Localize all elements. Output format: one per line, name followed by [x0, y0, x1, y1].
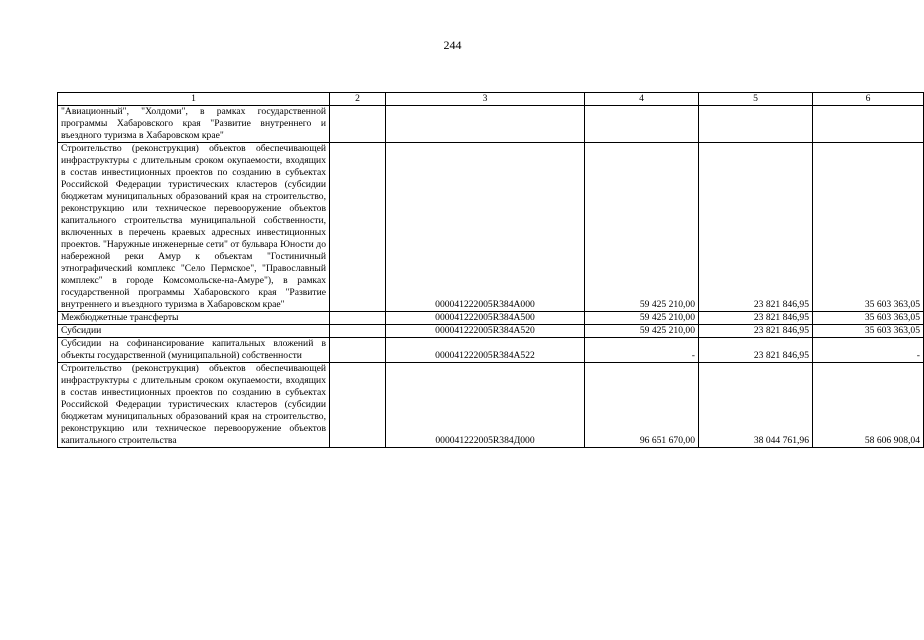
row-name: Межбюджетные трансферты	[58, 312, 330, 325]
column-header-3: 3	[386, 93, 585, 106]
row-value-5	[699, 106, 813, 143]
page-number: 244	[443, 38, 462, 52]
column-header-6: 6	[813, 93, 924, 106]
row-col2	[330, 325, 386, 338]
column-header-2: 2	[330, 93, 386, 106]
row-value-4	[585, 106, 699, 143]
row-value-6: 35 603 363,05	[813, 143, 924, 312]
row-code	[386, 106, 585, 143]
budget-table	[57, 92, 924, 448]
row-name: Субсидии на софинансирование капитальных вложений в объекты государственной (муниципальной) собственности	[58, 338, 330, 363]
row-value-5: 38 044 761,96	[699, 363, 813, 448]
row-code: 000041222005R384A000	[386, 143, 585, 312]
row-code: 000041222005R384A520	[386, 325, 585, 338]
table-row	[58, 143, 924, 312]
row-code: 000041222005R384A522	[386, 338, 585, 363]
column-header-4: 4	[585, 93, 699, 106]
column-header-1: 1	[58, 93, 330, 106]
row-name: "Авиационный", "Холдоми", в рамках государственной программы Хабаровского края "Развитие внутреннего и въездного туризма в Хабаровском крае"	[58, 106, 330, 143]
row-value-4: 59 425 210,00	[585, 325, 699, 338]
row-value-6: 58 606 908,04	[813, 363, 924, 448]
row-value-5: 23 821 846,95	[699, 143, 813, 312]
row-value-5: 23 821 846,95	[699, 338, 813, 363]
row-name: Строительство (реконструкция) объектов обеспечивающей инфраструктуры с длительным сроком окупаемости, входящих в состав инвестиционных проектов по созданию в субъектах Российской Федерации туристических кластеров (субсидии бюджетам муниципальных образований края на строительство, реконструкцию или техническое перевооружение объектов капитального строительства муниципальной собственности, включенных в перечень краевых адресных инвестиционных проектов. "Наружные инженерные сети" от бульвара Юности до набережной реки Амур к объектам "Гостиничный этнографический комплекс "Село Пермское", "Православный комплекс" в городе Комсомольске-на-Амуре"), в рамках государственной программы Хабаровского края "Развитие внутреннего и въездного туризма в Хабаровском крае"	[58, 143, 330, 312]
row-name: Субсидии	[58, 325, 330, 338]
row-name: Строительство (реконструкция) объектов обеспечивающей инфраструктуры с длительным сроком окупаемости, входящих в состав инвестиционных проектов по созданию в субъектах Российской Федерации туристических кластеров (субсидии бюджетам муниципальных образований края на строительство, реконструкцию или техническое перевооружение объектов капитального строительства	[58, 363, 330, 448]
row-col2	[330, 312, 386, 325]
row-col2	[330, 338, 386, 363]
table-row	[58, 325, 924, 338]
row-value-5: 23 821 846,95	[699, 312, 813, 325]
row-col2	[330, 106, 386, 143]
table-row	[58, 338, 924, 363]
row-value-6: 35 603 363,05	[813, 325, 924, 338]
row-value-5: 23 821 846,95	[699, 325, 813, 338]
row-value-6: 35 603 363,05	[813, 312, 924, 325]
row-value-6: -	[813, 338, 924, 363]
row-code: 000041222005R384Д000	[386, 363, 585, 448]
row-value-4: 59 425 210,00	[585, 143, 699, 312]
table-row	[58, 312, 924, 325]
table-header-row	[58, 93, 924, 106]
row-value-6	[813, 106, 924, 143]
row-col2	[330, 143, 386, 312]
row-code: 000041222005R384A500	[386, 312, 585, 325]
row-value-4: -	[585, 338, 699, 363]
table-row	[58, 106, 924, 143]
table-row	[58, 363, 924, 448]
row-value-4: 59 425 210,00	[585, 312, 699, 325]
row-value-4: 96 651 670,00	[585, 363, 699, 448]
row-col2	[330, 363, 386, 448]
column-header-5: 5	[699, 93, 813, 106]
